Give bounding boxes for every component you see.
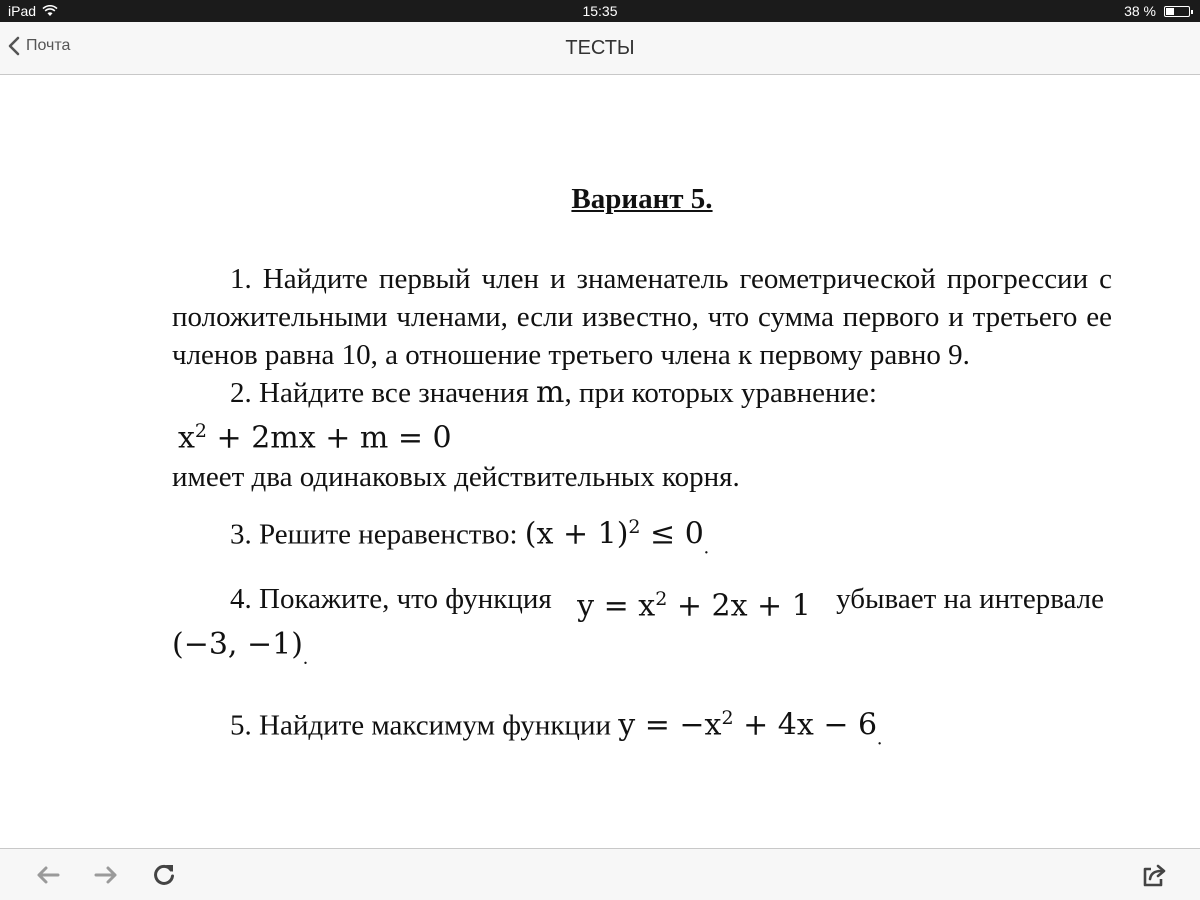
page-title: ТЕСТЫ (565, 37, 635, 59)
question-4 (172, 580, 1112, 626)
back-button-label: Почта (26, 37, 71, 54)
q5-period: . (877, 727, 883, 750)
back-arrow-icon[interactable] (34, 861, 62, 889)
q2-eq-exponent: 2 (194, 420, 208, 442)
q5-eq-part-a: y = −x (618, 707, 722, 743)
q2-text-b: , при которых уравнение: (564, 377, 877, 409)
q3-eq-part-b: ≤ 0 (640, 516, 704, 552)
question-2 (172, 374, 1112, 412)
q4-text-a: 4. Покажите, что функция (230, 583, 552, 616)
heading-wrap (172, 180, 1112, 218)
battery-fill (1166, 8, 1174, 15)
q2-conclusion: имеет два одинаковых действительных корня. (172, 460, 740, 493)
bottom-toolbar (0, 848, 1200, 900)
q5-eq-exponent: 2 (721, 706, 734, 729)
status-bar (0, 0, 1200, 22)
share-icon[interactable] (1140, 861, 1168, 889)
battery-icon (1164, 6, 1190, 17)
battery-percent: 38 % (1124, 3, 1156, 19)
document (172, 180, 1112, 758)
q2-text-a: 2. Найдите все значения (230, 377, 529, 409)
q4-period: . (302, 646, 308, 669)
forward-arrow-icon[interactable] (92, 861, 120, 889)
q2-equation (172, 412, 1112, 458)
q4-equation (577, 580, 811, 626)
question-3 (172, 508, 1112, 567)
q5-text: 5. Найдите максимум функции (230, 709, 611, 742)
q5-eq-part-b: + 4x − 6 (733, 707, 878, 743)
q2-variable: m (536, 375, 565, 410)
q3-eq-part-a: (x + 1) (524, 516, 629, 552)
q2-eq-part-b: + 2mx + m = 0 (207, 420, 452, 456)
q3-text: 3. Решите неравенство: (230, 518, 518, 551)
reload-icon[interactable] (150, 861, 178, 889)
question-5 (172, 699, 1112, 758)
q4-eq-exponent: 2 (655, 588, 668, 611)
q3-eq-exponent: 2 (628, 515, 641, 538)
clock: 15:35 (582, 3, 618, 19)
nav-bar (0, 22, 1200, 75)
q4-eq-part-a: y = x (577, 588, 656, 624)
device-name: iPad (8, 3, 37, 19)
question-1: 1. Найдите первый член и знаменатель геометрической прогрессии с положительными членами, если известно, что сумма первого и третьего ее членов равна 10, а отношение третьего члена к первому равно 9. (172, 263, 1112, 371)
status-right (1124, 3, 1190, 19)
q4-interval: (−3, −1) (172, 626, 303, 662)
q2-eq-part-a: x (178, 420, 195, 456)
q4-interval-line (172, 626, 1112, 677)
q4-text-b: убывает на интервале (836, 583, 1104, 616)
q4-eq-part-b: + 2x + 1 (667, 588, 811, 624)
q3-period: . (703, 536, 709, 559)
variant-heading: Вариант 5. (571, 183, 713, 215)
